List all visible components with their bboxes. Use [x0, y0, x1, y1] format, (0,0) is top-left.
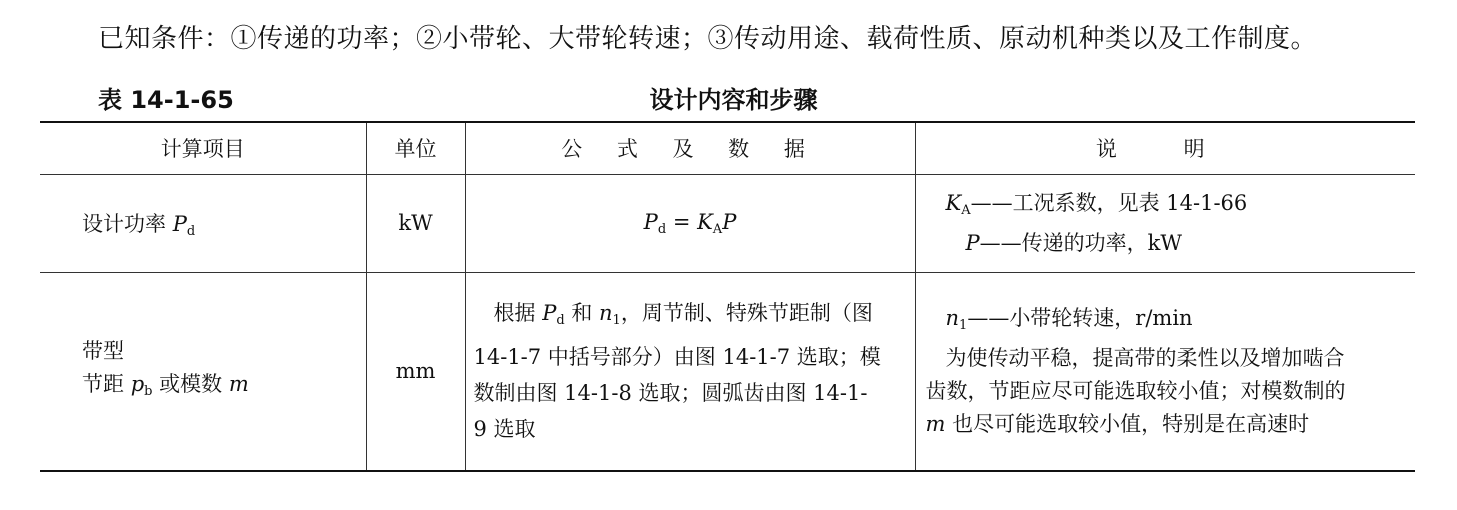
desc-line: 为使传动平稳，提高带的柔性以及增加啮合 — [945, 345, 1345, 370]
symbol-n1: n — [945, 305, 960, 330]
desc-text: ——传递的功率，kW — [979, 230, 1182, 255]
formula-text: ，周节制、特殊节距制（图 — [620, 301, 873, 326]
header-formula: 公 式 及 数 据 — [465, 122, 915, 174]
symbol-pb: p — [130, 371, 145, 396]
table-row — [40, 272, 1415, 471]
header-description: 说 明 — [915, 122, 1415, 174]
header-row — [40, 122, 1415, 174]
unit-kw: kW — [366, 174, 465, 272]
table-title: 设计内容和步骤 — [649, 86, 818, 114]
formula-p: P — [722, 209, 737, 234]
symbol-n1: n — [599, 301, 613, 326]
item-belt-type: 带型 — [82, 338, 124, 363]
formula-belt-type — [465, 272, 915, 471]
description-belt-type — [915, 272, 1415, 471]
description-design-power — [915, 174, 1415, 272]
calc-item-belt-type — [40, 272, 366, 471]
symbol-m: m — [925, 411, 946, 436]
formula-design-power — [465, 174, 915, 272]
subscript-d: d — [556, 313, 565, 329]
desc-line — [946, 227, 1408, 260]
formula-ka: K — [697, 209, 713, 234]
subscript-b: b — [144, 383, 153, 399]
table-label: 表 14-1-65 — [98, 86, 234, 114]
symbol-pd: P — [542, 301, 557, 326]
desc-text: 也尽可能选取较小值，特别是在高速时 — [945, 411, 1310, 436]
desc-text: ——小带轮转速，r/min — [967, 305, 1193, 330]
formula-pd: P — [643, 209, 658, 234]
symbol-p: P — [965, 230, 980, 255]
item-pitch-module — [82, 368, 366, 408]
symbol-p: P — [172, 211, 187, 236]
item-text: 设计功率 — [82, 211, 173, 236]
desc-line — [926, 302, 1408, 342]
item-text: 或模数 — [152, 371, 229, 396]
symbol-ka: K — [945, 190, 962, 215]
formula-pd-sub: d — [657, 221, 667, 237]
item-text: 节距 — [82, 371, 131, 396]
calc-item-design-power — [40, 174, 366, 272]
symbol-m: m — [228, 371, 249, 396]
header-unit: 单位 — [366, 122, 465, 174]
formula-line — [474, 295, 907, 339]
desc-line — [946, 187, 1408, 227]
intro-text: 已知条件：①传递的功率；②小带轮、大带轮转速；③传动用途、载荷性质、原动机种类以及工作制度。 — [98, 24, 1318, 54]
desc-line: 齿数，节距应尽可能选取较小值；对模数制的 — [925, 378, 1346, 403]
subscript-1: 1 — [959, 317, 968, 333]
formula-equals: = — [666, 209, 698, 234]
subscript-1: 1 — [612, 313, 621, 329]
unit-mm: mm — [366, 272, 465, 471]
formula-ka-sub: A — [712, 221, 723, 237]
subscript-d: d — [186, 223, 196, 239]
desc-line — [926, 408, 1408, 441]
design-steps-table — [40, 121, 1415, 472]
formula-line: 14-1-7 中括号部分）由图 14-1-7 选取；模 — [473, 345, 881, 370]
formula-line: 数制由图 14-1-8 选取；圆弧齿由图 14-1- — [473, 381, 868, 406]
subscript-a: A — [961, 202, 971, 218]
desc-text: ——工况系数，见表 14-1-66 — [970, 190, 1248, 215]
header-calc-item: 计算项目 — [40, 122, 366, 174]
formula-text: 和 — [564, 301, 600, 326]
formula-text: 根据 — [493, 301, 543, 326]
formula-line: 9 选取 — [473, 417, 536, 442]
table-row — [40, 174, 1415, 272]
